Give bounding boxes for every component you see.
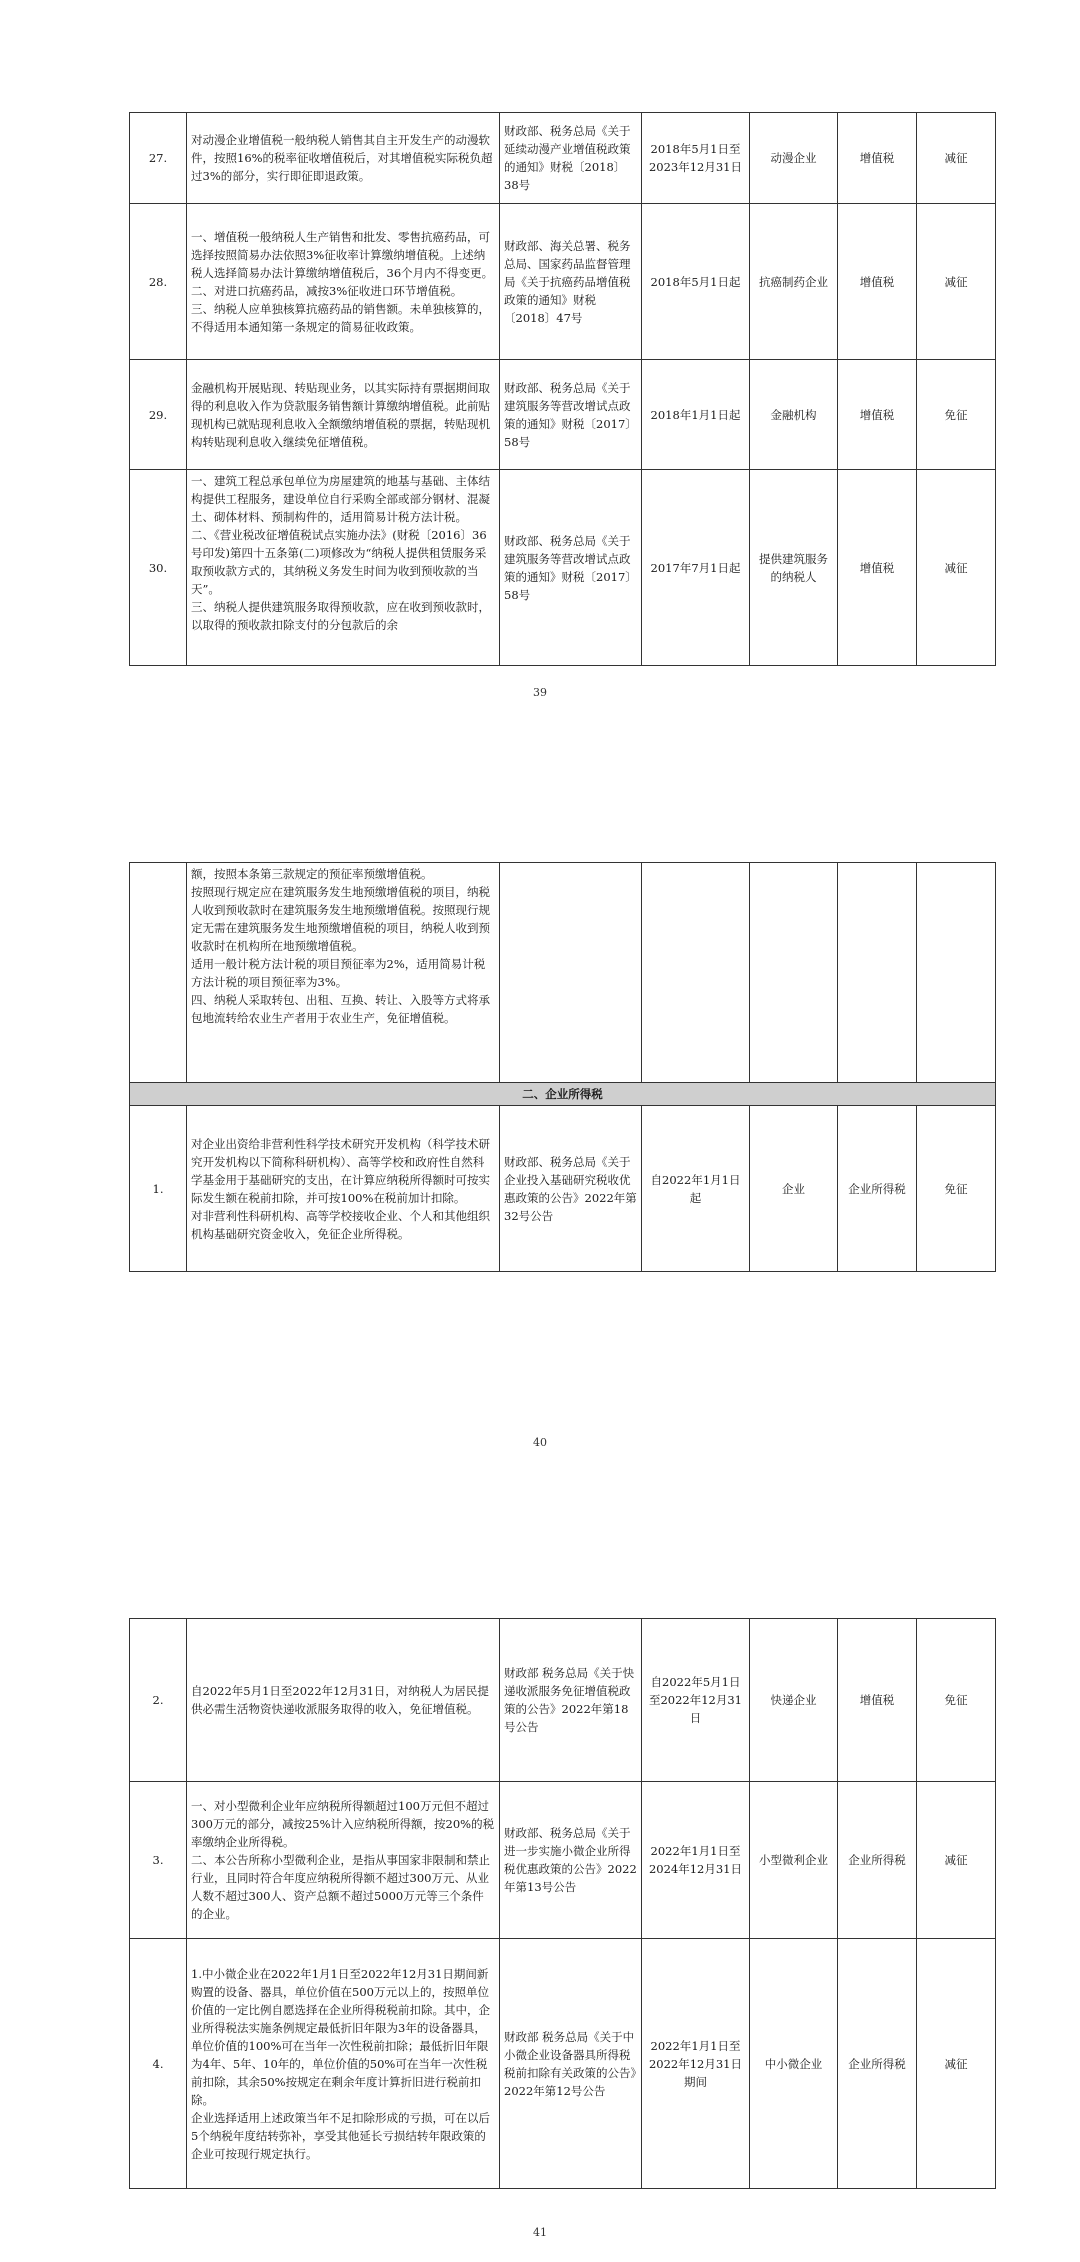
tax-type: 增值税	[838, 1619, 917, 1782]
relief-method: 减征	[917, 1782, 996, 1939]
beneficiary: 抗癌制药企业	[750, 204, 838, 360]
beneficiary: 小型微利企业	[750, 1782, 838, 1939]
policy-content: 金融机构开展贴现、转贴现业务，以其实际持有票据期间取得的利息收入作为贷款服务销售额计算缴纳增值税。此前贴现机构已就贴现利息收入全额缴纳增值税的票据，转贴现机构转贴现利息收入继续免征增值税。	[187, 360, 500, 470]
row-number: 30.	[130, 470, 187, 666]
row-number: 27.	[130, 113, 187, 204]
row-number: 4.	[130, 1939, 187, 2189]
policy-table-page-39	[129, 112, 996, 666]
policy-source: 财政部、税务总局《关于建筑服务等营改增试点政策的通知》财税〔2017〕58号	[500, 360, 642, 470]
row-number: 28.	[130, 204, 187, 360]
page-number: 41	[533, 2226, 547, 2239]
effective-period: 自2022年1月1日起	[642, 1106, 750, 1272]
effective-period: 2018年1月1日起	[642, 360, 750, 470]
effective-period: 自2022年5月1日至2022年12月31日	[642, 1619, 750, 1782]
table-row	[130, 863, 996, 1083]
row-number: 2.	[130, 1619, 187, 1782]
table-row	[130, 204, 996, 360]
page-number: 40	[533, 1436, 547, 1449]
tax-type: 企业所得税	[838, 1106, 917, 1272]
beneficiary: 提供建筑服务的纳税人	[750, 470, 838, 666]
policy-table-page-40	[129, 862, 996, 1272]
table-row	[130, 1106, 996, 1272]
row-number: 29.	[130, 360, 187, 470]
policy-source: 财政部、税务总局《关于延续动漫产业增值税政策的通知》财税〔2018〕38号	[500, 113, 642, 204]
policy-source: 财政部 税务总局《关于中小微企业设备器具所得税税前扣除有关政策的公告》2022年第12号公告	[500, 1939, 642, 2189]
tax-type: 增值税	[838, 360, 917, 470]
relief-method: 减征	[917, 1939, 996, 2189]
policy-content: 对动漫企业增值税一般纳税人销售其自主开发生产的动漫软件，按照16%的税率征收增值税后，对其增值税实际税负超过3%的部分，实行即征即退政策。	[187, 113, 500, 204]
effective-period: 2017年7月1日起	[642, 470, 750, 666]
effective-period: 2018年5月1日至2023年12月31日	[642, 113, 750, 204]
policy-content: 一、对小型微利企业年应纳税所得额超过100万元但不超过300万元的部分，减按25%计入应纳税所得额，按20%的税率缴纳企业所得税。 二、本公告所称小型微利企业，是指从事国家非限制和禁止行业，且同时符合年度应纳税所得额不超过300万元、从业人数不超过300人、资产总额不超过5000万元等三个条件的企业。	[187, 1782, 500, 1939]
tax-type: 增值税	[838, 113, 917, 204]
policy-content: 1.中小微企业在2022年1月1日至2022年12月31日期间新购置的设备、器具，单位价值在500万元以上的，按照单位价值的一定比例自愿选择在企业所得税税前扣除。其中，企业所得税法实施条例规定最低折旧年限为3年的设备器具，单位价值的100%可在当年一次性税前扣除；最低折旧年限为4年、5年、10年的，单位价值的50%可在当年一次性税前扣除，其余50%按规定在剩余年度计算折旧进行税前扣除。 企业选择适用上述政策当年不足扣除形成的亏损，可在以后5个纳税年度结转弥补，享受其他延长亏损结转年限政策的企业可按现行规定执行。	[187, 1939, 500, 2189]
relief-method: 免征	[917, 360, 996, 470]
policy-source: 财政部、税务总局《关于进一步实施小微企业所得税优惠政策的公告》2022年第13号公告	[500, 1782, 642, 1939]
tax-type: 增值税	[838, 204, 917, 360]
beneficiary: 动漫企业	[750, 113, 838, 204]
tax-type: 企业所得税	[838, 1782, 917, 1939]
beneficiary: 金融机构	[750, 360, 838, 470]
policy-source: 财政部、税务总局《关于企业投入基础研究税收优惠政策的公告》2022年第32号公告	[500, 1106, 642, 1272]
tax-type: 企业所得税	[838, 1939, 917, 2189]
section-header	[130, 1083, 996, 1106]
beneficiary: 中小微企业	[750, 1939, 838, 2189]
relief-method: 免征	[917, 1106, 996, 1272]
beneficiary: 企业	[750, 1106, 838, 1272]
page-number: 39	[533, 686, 547, 699]
policy-source: 财政部 税务总局《关于快递收派服务免征增值税政策的公告》2022年第18号公告	[500, 1619, 642, 1782]
row-number: 3.	[130, 1782, 187, 1939]
table-row	[130, 1939, 996, 2189]
table-row	[130, 113, 996, 204]
table-row	[130, 360, 996, 470]
relief-method: 减征	[917, 204, 996, 360]
relief-method: 减征	[917, 113, 996, 204]
table-row	[130, 1619, 996, 1782]
effective-period: 2022年1月1日至2022年12月31日期间	[642, 1939, 750, 2189]
policy-source: 财政部、海关总署、税务总局、国家药品监督管理局《关于抗癌药品增值税政策的通知》财税〔2018〕47号	[500, 204, 642, 360]
table-row	[130, 1782, 996, 1939]
row-number: 1.	[130, 1106, 187, 1272]
beneficiary: 快递企业	[750, 1619, 838, 1782]
section-title: 二、企业所得税	[130, 1083, 996, 1106]
policy-content: 自2022年5月1日至2022年12月31日，对纳税人为居民提供必需生活物资快递收派服务取得的收入，免征增值税。	[187, 1619, 500, 1782]
relief-method: 减征	[917, 470, 996, 666]
relief-method: 免征	[917, 1619, 996, 1782]
table-row	[130, 470, 996, 666]
tax-type: 增值税	[838, 470, 917, 666]
policy-content: 对企业出资给非营利性科学技术研究开发机构（科学技术研究开发机构以下简称科研机构）、高等学校和政府性自然科学基金用于基础研究的支出，在计算应纳税所得额时可按实际发生额在税前扣除，并可按100%在税前加计扣除。 对非营利性科研机构、高等学校接收企业、个人和其他组织机构基础研究资金收入，免征企业所得税。	[187, 1106, 500, 1272]
effective-period: 2018年5月1日起	[642, 204, 750, 360]
policy-content-continued: 额，按照本条第三款规定的预征率预缴增值税。 按照现行规定应在建筑服务发生地预缴增值税的项目，纳税人收到预收款时在建筑服务发生地预缴增值税。按照现行规定无需在建筑服务发生地预缴增值税的项目，纳税人收到预收款时在机构所在地预缴增值税。 适用一般计税方法计税的项目预征率为2%，适用简易计税方法计税的项目预征率为3%。 四、纳税人采取转包、出租、互换、转让、入股等方式将承包地流转给农业生产者用于农业生产，免征增值税。	[187, 863, 500, 1083]
policy-table-page-41	[129, 1618, 996, 2189]
policy-source: 财政部、税务总局《关于建筑服务等营改增试点政策的通知》财税〔2017〕58号	[500, 470, 642, 666]
policy-content: 一、增值税一般纳税人生产销售和批发、零售抗癌药品，可选择按照简易办法依照3%征收率计算缴纳增值税。上述纳税人选择简易办法计算缴纳增值税后，36个月内不得变更。 二、对进口抗癌药品，减按3%征收进口环节增值税。 三、纳税人应单独核算抗癌药品的销售额。未单独核算的，不得适用本通知第一条规定的简易征收政策。	[187, 204, 500, 360]
effective-period: 2022年1月1日至2024年12月31日	[642, 1782, 750, 1939]
policy-content: 一、建筑工程总承包单位为房屋建筑的地基与基础、主体结构提供工程服务，建设单位自行采购全部或部分钢材、混凝土、砌体材料、预制构件的，适用简易计税方法计税。 二、《营业税改征增值税试点实施办法》(财税〔2016〕36号印发)第四十五条第(二)项修改为“纳税人提供租赁服务采取预收款方式的，其纳税义务发生时间为收到预收款的当天”。 三、纳税人提供建筑服务取得预收款，应在收到预收款时，以取得的预收款扣除支付的分包款后的余	[187, 470, 500, 666]
